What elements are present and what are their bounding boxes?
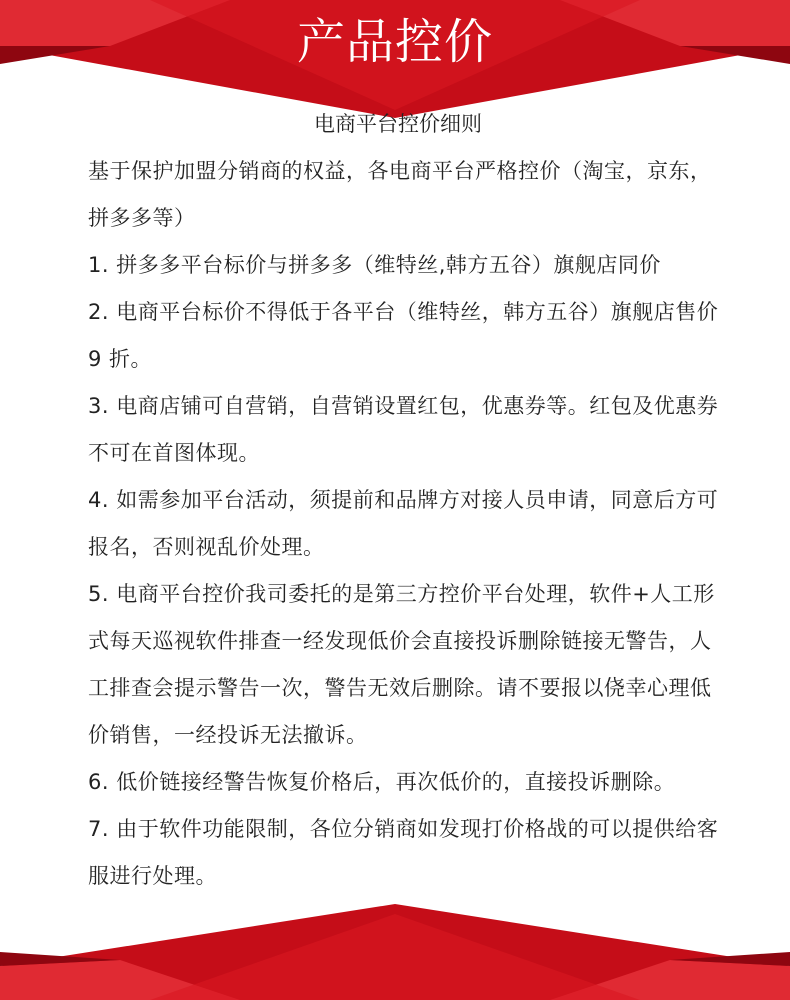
document-body [88,100,728,900]
footer-banner [0,900,790,1000]
document-title: 电商平台控价细则 [314,112,482,136]
paragraph-rule-1: 1. 拼多多平台标价与拼多多（维特丝,韩方五谷）旗舰店同价 [88,253,661,277]
paragraph-rule-6: 6. 低价链接经警告恢复价格后，再次低价的，直接投诉删除。 [88,770,676,794]
paragraph-rule-5: 5. 电商平台控价我司委托的是第三方控价平台处理，软件+人工形式每天巡视软件排查一经发现低价会直接投诉删除链接无警告，人工排查会提示警告一次，警告无效后删除。请不要报以侥幸心理低价销售，一经投诉无法撤诉。 [88,582,715,747]
paragraph-rule-7: 7. 由于软件功能限制，各位分销商如发现打价格战的可以提供给客服进行处理。 [88,817,719,888]
footer-background [0,900,790,1000]
paragraph-rule-3: 3. 电商店铺可自营销，自营销设置红包，优惠券等。红包及优惠券不可在首图体现。 [88,394,719,465]
paragraph-intro: 基于保护加盟分销商的权益，各电商平台严格控价（淘宝，京东，拼多多等） [88,159,712,230]
banner-title: 产品控价 [296,14,493,70]
paragraph-rule-2: 2. 电商平台标价不得低于各平台（维特丝，韩方五谷）旗舰店售价 9 折。 [88,300,719,371]
paragraph-rule-4: 4. 如需参加平台活动，须提前和品牌方对接人员申请，同意后方可报名，否则视乱价处理。 [88,488,719,559]
